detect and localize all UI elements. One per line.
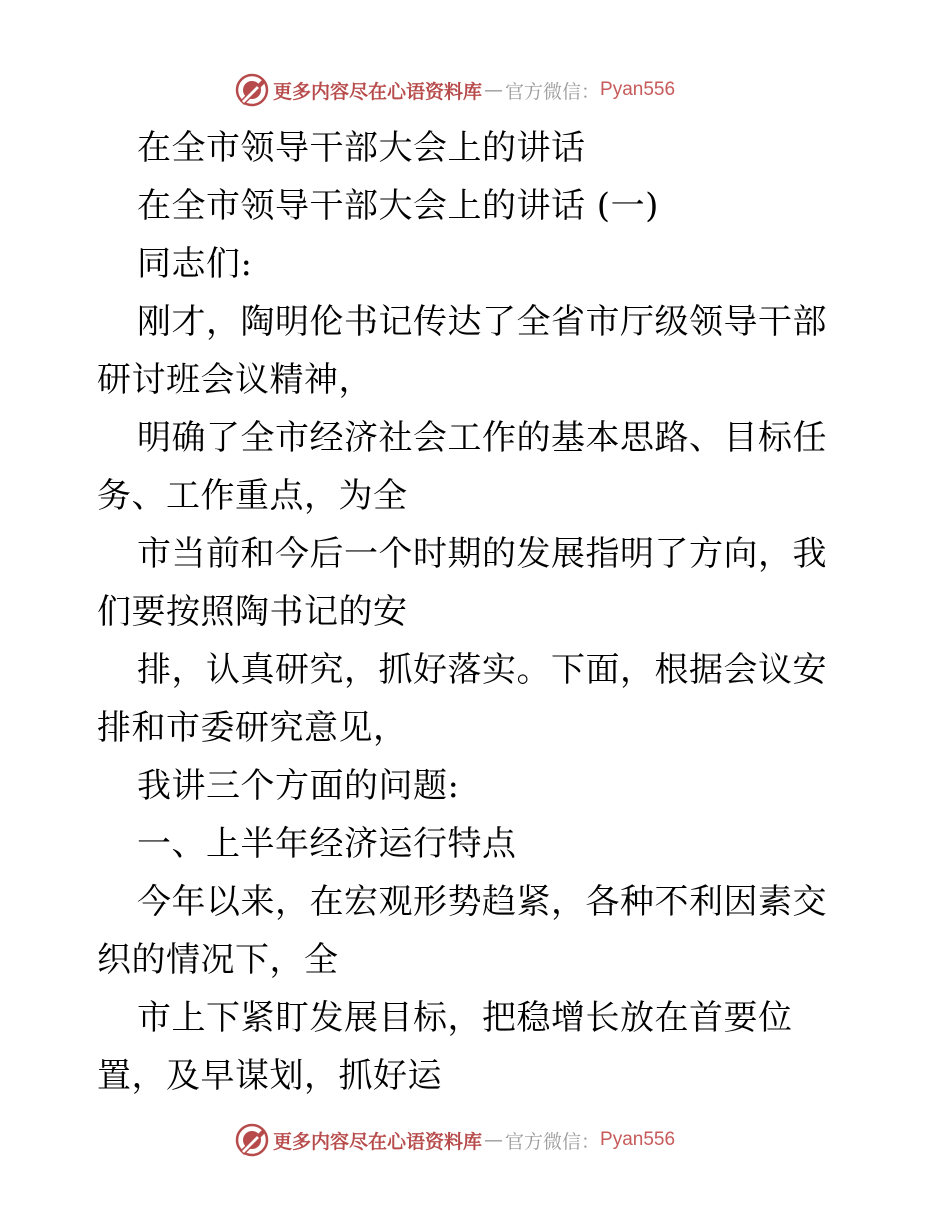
pen-logo-icon (235, 73, 269, 107)
watermark-id-label: 官方微信： (505, 80, 601, 103)
watermark-dash: — (484, 79, 504, 101)
watermark-id-value: Pyan556 (600, 1129, 676, 1150)
watermark-id-label: 官方微信： (505, 1130, 601, 1153)
pen-logo-icon (235, 1123, 269, 1157)
footer-watermark (235, 1122, 675, 1158)
paragraph: 市上下紧盯发展目标，把稳增长放在首要位置，及早谋划，抓好运 (97, 998, 793, 1096)
paragraph: 我讲三个方面的问题: (137, 766, 460, 806)
document-body (97, 119, 857, 1105)
document-title: 在全市领导干部大会上的讲话 (137, 128, 586, 168)
paragraph: 市当前和今后一个时期的发展指明了方向，我们要按照陶书记的安 (97, 534, 827, 632)
watermark-dash: — (484, 1129, 504, 1151)
salutation: 同志们: (137, 244, 253, 284)
document-subtitle: 在全市领导干部大会上的讲话 (一) (137, 186, 659, 226)
watermark-text: 更多内容尽在心语资料库 (273, 1130, 483, 1153)
watermark-id-value: Pyan556 (600, 79, 676, 100)
section-heading: 一、上半年经济运行特点 (137, 824, 517, 864)
paragraph: 今年以来，在宏观形势趋紧，各种不利因素交织的情况下，全 (97, 882, 827, 980)
header-watermark (235, 72, 675, 108)
paragraph: 明确了全市经济社会工作的基本思路、目标任务、工作重点，为全 (97, 418, 827, 516)
paragraph: 刚才，陶明伦书记传达了全省市厅级领导干部研讨班会议精神， (97, 302, 827, 400)
paragraph: 排，认真研究，抓好落实。下面，根据会议安排和市委研究意见， (97, 650, 827, 748)
watermark-text: 更多内容尽在心语资料库 (273, 80, 483, 103)
